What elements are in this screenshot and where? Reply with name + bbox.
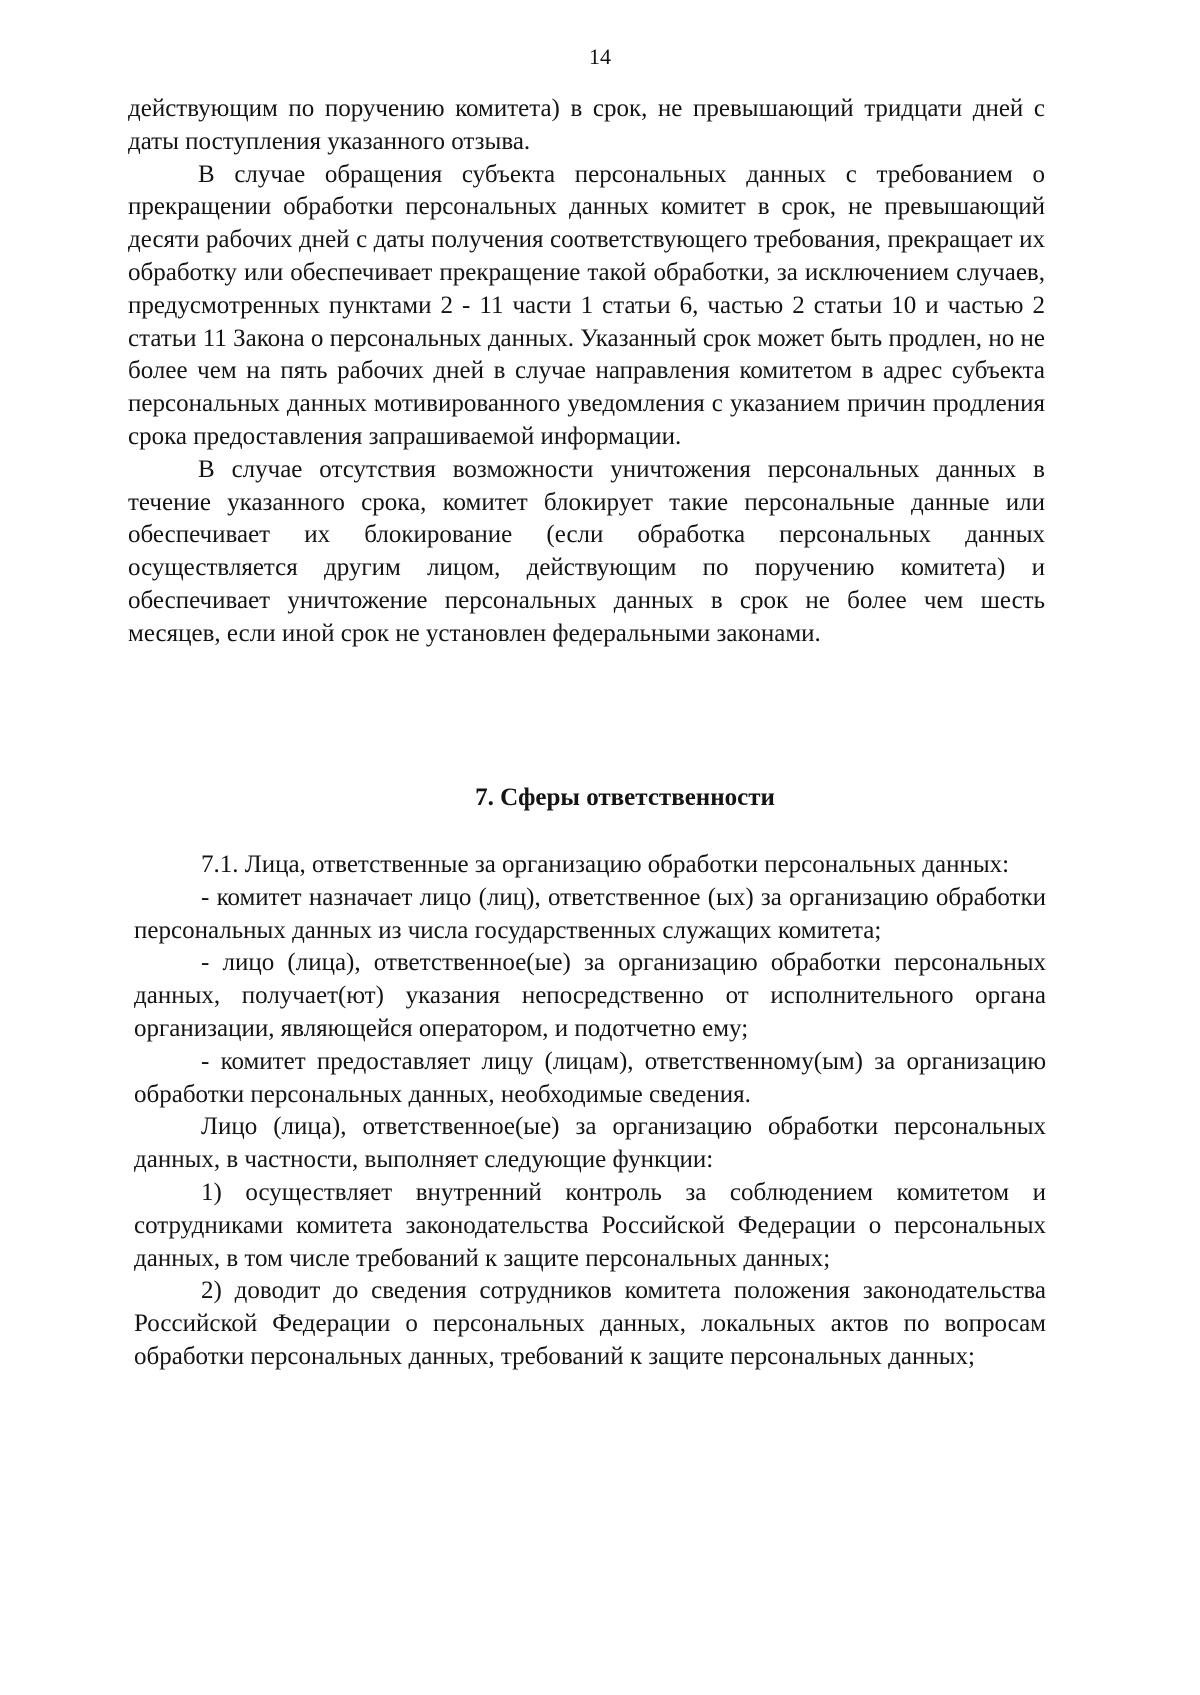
section-heading: 7. Сферы ответственности <box>475 784 775 811</box>
paragraph: - лицо (лица), ответственное(ые) за организацию обработки персональных данных, получает(ют) указания непосредственно от исполнительного органа организации, являющейся оператором, и подотчетно ему; <box>134 949 1046 1042</box>
body-text-top <box>128 93 1045 651</box>
paragraph: 7.1. Лица, ответственные за организацию обработки персональных данных: <box>201 851 1010 878</box>
paragraph: - комитет назначает лицо (лиц), ответственное (ых) за организацию обработки персональных данных из числа государственных служащих комитета; <box>134 883 1046 944</box>
paragraph: 2) доводит до сведения сотрудников комитета положения законодательства Российской Федерации о персональных данных, локальных актов по вопросам обработки персональных данных, требований к защите персональных данных; <box>134 1277 1046 1370</box>
paragraph: В случае обращения субъекта персональных данных с требованием о прекращении обработки персональных данных комитет в срок, не превышающий десяти рабочих дней с даты получения соответствующего требования, прекращает их обработку или обеспечивает прекращение такой обработки, за исключением случаев, предусмотренных пунктами 2 - 11 части 1 статьи 6, частью 2 статьи 10 и частью 2 статьи 11 Закона о персональных данных. Указанный срок может быть продлен, но не более чем на пять рабочих дней в случае направления комитетом в адрес субъекта персональных данных мотивированного уведомления с указанием причин продления срока предоставления запрашиваемой информации. <box>128 160 1045 450</box>
paragraph: - комитет предоставляет лицу (лицам), ответственному(ым) за организацию обработки персональных данных, необходимые сведения. <box>134 1047 1046 1108</box>
body-text-bottom <box>134 849 1046 1374</box>
paragraph: действующим по поручению комитета) в срок, не превышающий тридцати дней с даты поступления указанного отзыва. <box>128 95 1045 155</box>
paragraph: Лицо (лица), ответственное(ые) за организацию обработки персональных данных, в частности, выполняет следующие функции: <box>134 1113 1046 1174</box>
paragraph: 1) осуществляет внутренний контроль за соблюдением комитетом и сотрудниками комитета законодательства Российской Федерации о персональных данных, в том числе требований к защите персональных данных; <box>134 1178 1046 1272</box>
page-number: 14 <box>589 44 611 69</box>
paragraph: В случае отсутствия возможности уничтожения персональных данных в течение указанного срока, комитет блокирует такие персональные данные или обеспечивает их блокирование (если обработка персональных данных осуществляется другим лицом, действующим по поручению комитета) и обеспечивает уничтожение персональных данных в срок не более чем шесть месяцев, если иной срок не установлен федеральными законами. <box>128 455 1045 647</box>
